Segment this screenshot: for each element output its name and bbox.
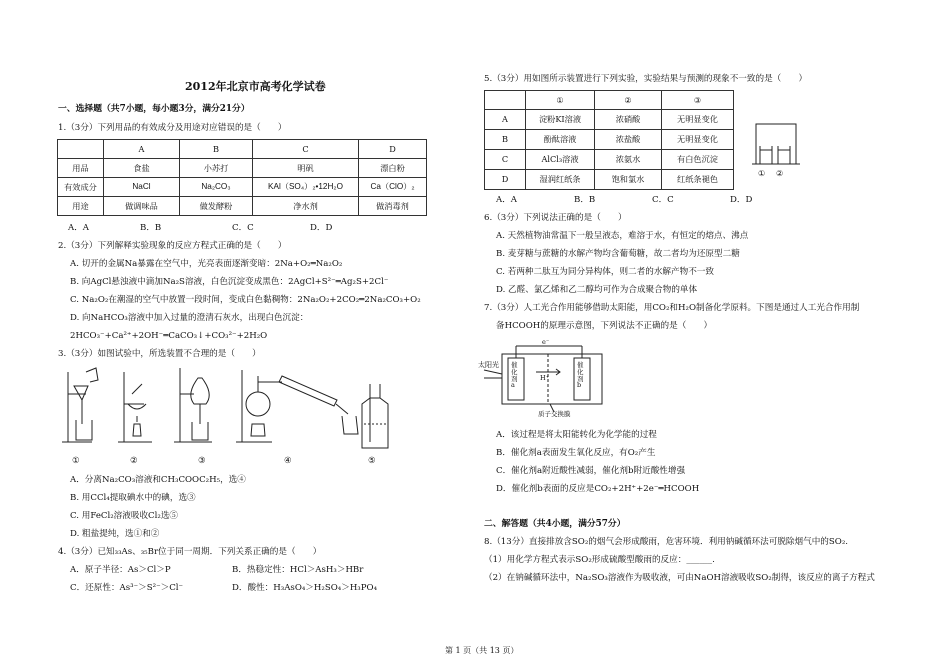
q2-option-a: A. 切开的金属Na暴露在空气中，光亮表面逐渐变暗：2Na+O₂═Na₂O₂ bbox=[70, 259, 343, 269]
page-title: 2012年北京市高考化学试卷 bbox=[185, 80, 326, 93]
table-cell: D bbox=[359, 140, 427, 159]
table-row bbox=[58, 178, 427, 197]
table-cell bbox=[58, 140, 104, 159]
q6-option-b: B. 麦芽糖与蔗糖的水解产物均含葡萄糖，故二者均为还原型二糖 bbox=[496, 249, 740, 259]
table-cell: 饱和氯水 bbox=[595, 170, 662, 190]
table-cell: 做发酵粉 bbox=[180, 197, 253, 216]
q7-option-b: B．催化剂a表面发生氧化反应，有O₂产生 bbox=[496, 448, 656, 458]
q5-stem: 5.（3分）用如图所示装置进行下列实验，实验结果与预测的现象不一致的是（ ） bbox=[484, 74, 808, 84]
q5-option-a: A．A bbox=[496, 195, 518, 205]
table-cell: 做消毒剂 bbox=[359, 197, 427, 216]
q7-stem-line-2: 备HCOOH的原理示意图，下列说法不正确的是（ ） bbox=[496, 321, 713, 331]
q3-option-b: B. 用CCl₄提取碘水中的碘，选③ bbox=[70, 493, 196, 503]
table-cell: B bbox=[485, 130, 526, 150]
table-cell: C bbox=[253, 140, 359, 159]
table-cell: B bbox=[180, 140, 253, 159]
q7-stem: 7.（3分）人工光合作用能够借助太阳能，用CO₂和H₂O制备化学原料。下图是通过人工光合作用制 bbox=[484, 303, 860, 313]
q7-proton-label: H⁺ bbox=[540, 374, 550, 382]
q3-label-4: ④ bbox=[284, 456, 292, 466]
q7-membrane-label: 质子交换膜 bbox=[538, 410, 571, 418]
q5-option-c: C．C bbox=[652, 195, 674, 205]
q1-option-d: D．D bbox=[310, 223, 333, 233]
q8-part-2: （2）在钠碱循环法中，Na₂SO₃溶液作为吸收液，可由NaOH溶液吸收SO₂制得，该反应的离子方程式 bbox=[484, 573, 875, 583]
q2-stem: 2.（3分）下列解释实验现象的反应方程式正确的是（ ） bbox=[58, 241, 287, 251]
q3-label-5: ⑤ bbox=[368, 456, 376, 466]
table-cell: 浓盐酸 bbox=[595, 130, 662, 150]
q4-option-c: C．还原性：As³⁻＞S²⁻＞Cl⁻ bbox=[70, 583, 184, 593]
section-2-heading: 二、解答题（共4小题，满分57分） bbox=[484, 519, 626, 529]
table-row bbox=[58, 197, 427, 216]
table-cell: 淀粉KI溶液 bbox=[526, 110, 595, 130]
table-cell: 浓氨水 bbox=[595, 150, 662, 170]
table-cell: ③ bbox=[662, 91, 734, 110]
table-cell bbox=[485, 91, 526, 110]
q2-option-d-equation: 2HCO₃⁻+Ca²⁺+2OH⁻═CaCO₃↓+CO₃²⁻+2H₂O bbox=[70, 331, 268, 341]
table-cell: 用途 bbox=[58, 197, 104, 216]
table-cell: AlCl₃溶液 bbox=[526, 150, 595, 170]
q5-figure-label-2: ② bbox=[776, 169, 784, 178]
q6-option-d: D. 乙醛、氯乙烯和乙二醇均可作为合成聚合物的单体 bbox=[496, 285, 698, 295]
q3-label-1: ① bbox=[72, 456, 80, 466]
q1-table bbox=[57, 139, 427, 216]
table-row bbox=[485, 130, 734, 150]
q5-figure-label-1: ① bbox=[758, 169, 766, 178]
table-cell: 浓硝酸 bbox=[595, 110, 662, 130]
q5-options bbox=[496, 195, 752, 206]
q2-option-b: B. 向AgCl悬浊液中滴加Na₂S溶液，白色沉淀变成黑色：2AgCl+S²⁻═Ag₂S+2Cl⁻ bbox=[70, 277, 389, 287]
table-cell: 有白色沉淀 bbox=[662, 150, 734, 170]
table-cell: A bbox=[104, 140, 180, 159]
q3-option-c: C. 用FeCl₂溶液吸收Cl₂选⑤ bbox=[70, 511, 179, 521]
q8-part-1: （1）用化学方程式表示SO₂形成硫酸型酸雨的反应：______. bbox=[484, 555, 715, 565]
q7-catalyst-a-label: 催化剂a bbox=[511, 361, 518, 390]
q1-options bbox=[68, 223, 332, 234]
q7-electron-label: e⁻ bbox=[542, 338, 550, 346]
q3-apparatus-figure bbox=[62, 364, 392, 454]
q1-option-b: B．B bbox=[140, 223, 162, 233]
table-cell: D bbox=[485, 170, 526, 190]
table-row bbox=[485, 150, 734, 170]
q5-table bbox=[484, 90, 734, 190]
q3-option-d: D. 粗盐提纯，选①和② bbox=[70, 529, 160, 539]
q4-option-d: D．酸性：H₃AsO₄＞H₂SO₄＞H₃PO₄ bbox=[232, 583, 378, 593]
table-row bbox=[58, 159, 427, 178]
q5-option-d: D．D bbox=[730, 195, 753, 205]
q1-option-c: C．C bbox=[232, 223, 254, 233]
q2-option-d: D. 向NaHCO₃溶液中加入过量的澄清石灰水，出现白色沉淀： bbox=[70, 313, 309, 323]
q3-option-a: A．分离Na₂CO₃溶液和CH₃COOC₂H₅，选④ bbox=[70, 475, 246, 485]
table-cell: NaCl bbox=[104, 178, 180, 197]
table-row bbox=[485, 91, 734, 110]
q3-label-3: ③ bbox=[198, 456, 206, 466]
table-row bbox=[485, 110, 734, 130]
q2-option-c: C. Na₂O₂在潮湿的空气中放置一段时间，变成白色黏稠物：2Na₂O₂+2CO₂═2Na₂CO₃+O₂ bbox=[70, 295, 421, 305]
q4-stem: 4.（3分）已知₃₃As、₃₅Br位于同一周期．下列关系正确的是（ ） bbox=[58, 547, 322, 557]
q3-label-2: ② bbox=[130, 456, 138, 466]
q7-option-c: C．催化剂a附近酸性减弱，催化剂b附近酸性增强 bbox=[496, 466, 686, 476]
table-row bbox=[485, 170, 734, 190]
table-cell: KAl（SO₄）₂•12H₂O bbox=[253, 178, 359, 197]
q7-option-d: D．催化剂b表面的反应是CO₂+2H⁺+2e⁻═HCOOH bbox=[496, 484, 700, 494]
q4-option-a: A．原子半径：As＞Cl＞P bbox=[70, 565, 171, 575]
table-cell: ② bbox=[595, 91, 662, 110]
table-cell: 做调味品 bbox=[104, 197, 180, 216]
q6-stem: 6.（3分）下列说法正确的是（ ） bbox=[484, 213, 627, 223]
table-cell: 有效成分 bbox=[58, 178, 104, 197]
table-cell: ① bbox=[526, 91, 595, 110]
q4-option-b: B．热稳定性：HCl＞AsH₃＞HBr bbox=[232, 565, 364, 575]
table-cell: 湿润红纸条 bbox=[526, 170, 595, 190]
q7-catalyst-b-label: 催化剂b bbox=[577, 361, 584, 390]
table-cell: C bbox=[485, 150, 526, 170]
table-cell: 食盐 bbox=[104, 159, 180, 178]
table-cell: 无明显变化 bbox=[662, 130, 734, 150]
table-cell: 漂白粉 bbox=[359, 159, 427, 178]
table-cell: 净水剂 bbox=[253, 197, 359, 216]
q6-option-a: A. 天然植物油常温下一般呈液态，难溶于水，有恒定的熔点、沸点 bbox=[496, 231, 749, 241]
q6-option-c: C. 若两种二肽互为同分异构体，则二者的水解产物不一致 bbox=[496, 267, 714, 277]
q7-figure bbox=[478, 340, 628, 420]
table-cell: 红纸条褪色 bbox=[662, 170, 734, 190]
table-cell: 酚酞溶液 bbox=[526, 130, 595, 150]
section-1-heading: 一、选择题（共7小题，每小题3分，满分21分） bbox=[58, 104, 250, 114]
table-cell: 小苏打 bbox=[180, 159, 253, 178]
table-cell: Na₂CO₃ bbox=[180, 178, 253, 197]
q1-stem: 1.（3分）下列用品的有效成分及用途对应错误的是（ ） bbox=[58, 123, 287, 133]
table-cell: 用品 bbox=[58, 159, 104, 178]
q8-stem: 8.（13分）直接排放含SO₂的烟气会形成酸雨，危害环境．利用钠碱循环法可脱除烟气中的SO₂. bbox=[484, 537, 848, 547]
table-cell: A bbox=[485, 110, 526, 130]
page-footer: 第 1 页（共 13 页） bbox=[445, 646, 519, 655]
q7-option-a: A．该过程是将太阳能转化为化学能的过程 bbox=[496, 430, 657, 440]
table-cell: 无明显变化 bbox=[662, 110, 734, 130]
table-cell: 明矾 bbox=[253, 159, 359, 178]
q7-sun-label: 太阳光 bbox=[478, 361, 499, 369]
table-row bbox=[58, 140, 427, 159]
q1-option-a: A．A bbox=[68, 223, 90, 233]
q3-stem: 3.（3分）如图试验中，所选装置不合理的是（ ） bbox=[58, 349, 261, 359]
q5-option-b: B．B bbox=[574, 195, 596, 205]
table-cell: Ca（ClO）₂ bbox=[359, 178, 427, 197]
